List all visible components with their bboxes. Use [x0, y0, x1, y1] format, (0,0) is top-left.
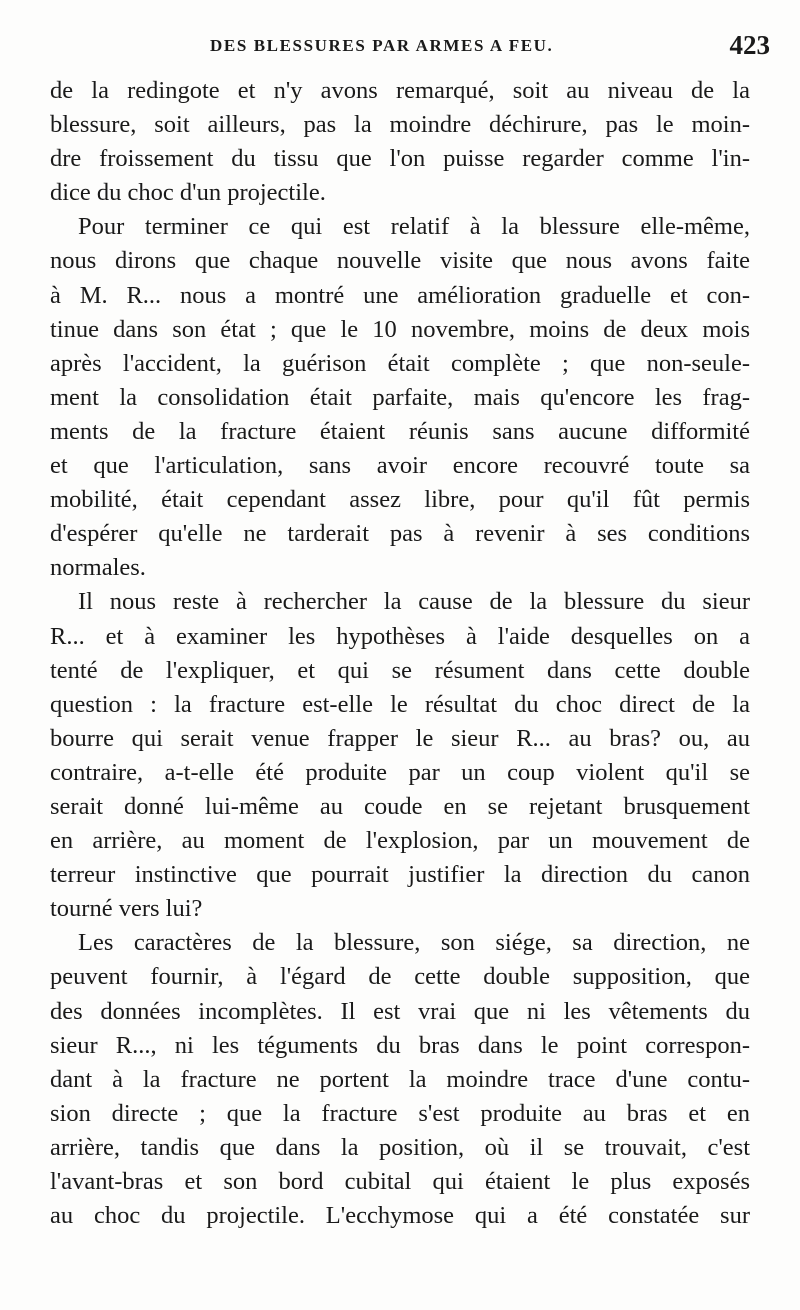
text-line: tourné vers lui?	[50, 895, 203, 923]
text-line: l'avant-bras et son bord cubital qui étaient le plus exposés	[50, 1168, 750, 1195]
text-line: contraire, a-t-elle été produite par un coup violent qu'il se	[50, 758, 750, 786]
text-line: nous dirons que chaque nouvelle visite que nous avons faite	[50, 247, 750, 275]
text-line: ment la consolidation était parfaite, mais qu'encore les frag-	[50, 383, 750, 411]
text-line: et que l'articulation, sans avoir encore recouvré toute sa	[50, 452, 750, 480]
body-text	[50, 74, 750, 1233]
text-line: serait donné lui-même au coude en se rejetant brusquement	[50, 792, 750, 820]
text-line: normales.	[50, 554, 146, 582]
text-line: de la redingote et n'y avons remarqué, soit au niveau de la	[50, 77, 750, 104]
text-line: après l'accident, la guérison était complète ; que non-seule-	[50, 349, 750, 377]
text-line: sion directe ; que la fracture s'est produite au bras et en	[50, 1099, 750, 1127]
text-line: blessure, soit ailleurs, pas la moindre déchirure, pas le moin-	[50, 111, 750, 139]
text-line: dre froissement du tissu que l'on puisse regarder comme l'in-	[50, 145, 750, 173]
text-line: ments de la fracture étaient réunis sans aucune difformité	[50, 417, 750, 445]
text-line: dice du choc d'un projectile.	[50, 179, 326, 207]
text-line: d'espérer qu'elle ne tarderait pas à revenir à ses conditions	[50, 520, 750, 548]
text-line: peuvent fournir, à l'égard de cette double supposition, que	[50, 963, 750, 991]
text-line: Les caractères de la blessure, son siége, sa direction, ne	[78, 929, 750, 957]
text-line: mobilité, était cependant assez libre, pour qu'il fût permis	[50, 486, 750, 514]
text-line: sieur R..., ni les téguments du bras dans le point correspon-	[50, 1031, 750, 1059]
text-line: tenté de l'expliquer, et qui se résument dans cette double	[50, 656, 750, 684]
text-line: arrière, tandis que dans la position, où il se trouvait, c'est	[50, 1133, 750, 1161]
text-line: en arrière, au moment de l'explosion, par un mouvement de	[50, 827, 750, 855]
text-line: Pour terminer ce qui est relatif à la blessure elle-même,	[78, 213, 750, 241]
text-line: à M. R... nous a montré une amélioration graduelle et con-	[50, 281, 750, 309]
text-line: Il nous reste à rechercher la cause de la blessure du sieur	[78, 588, 750, 616]
text-line: question : la fracture est-elle le résultat du choc direct de la	[50, 690, 750, 718]
running-title: DES BLESSURES PAR ARMES A FEU.	[210, 36, 554, 55]
text-line: bourre qui serait venue frapper le sieur R... au bras? ou, au	[50, 724, 750, 752]
text-line: tinue dans son état ; que le 10 novembre, moins de deux mois	[50, 315, 750, 343]
page-number: 423	[729, 30, 770, 60]
text-line: au choc du projectile. L'ecchymose qui a été constatée sur	[50, 1202, 750, 1230]
text-line: dant à la fracture ne portent la moindre trace d'une contu-	[50, 1065, 750, 1093]
text-line: terreur instinctive que pourrait justifier la direction du canon	[50, 861, 750, 889]
text-line: R... et à examiner les hypothèses à l'aide desquelles on a	[50, 622, 750, 650]
running-head	[0, 30, 800, 74]
text-line: des données incomplètes. Il est vrai que ni les vêtements du	[50, 997, 750, 1025]
